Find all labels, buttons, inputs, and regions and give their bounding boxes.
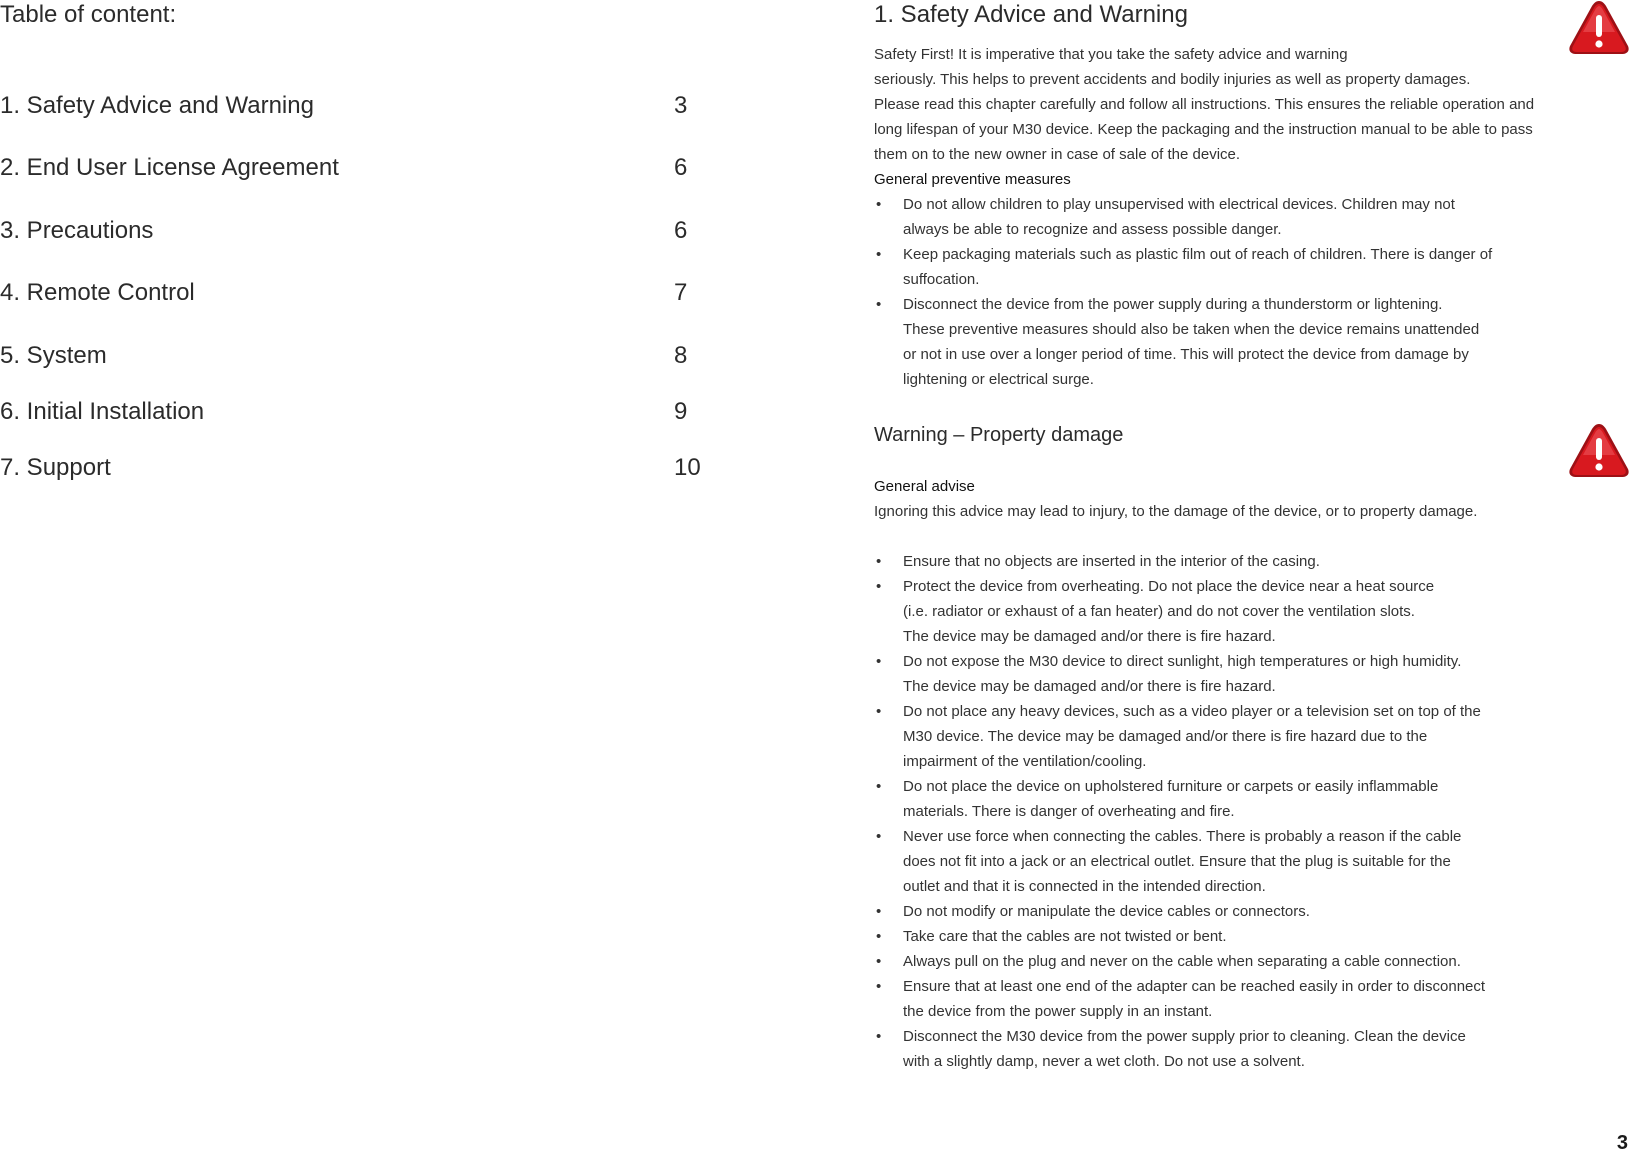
- toc-entry-label: 1. Safety Advice and Warning: [0, 92, 314, 119]
- list-item-text: Protect the device from overheating. Do not place the device near a heat source: [903, 578, 1435, 595]
- list-item-text: Ensure that at least one end of the adapter can be reached easily in order to disconnect: [903, 978, 1486, 995]
- intro-line: long lifespan of your M30 device. Keep the packaging and the instruction manual to be able to pass: [874, 121, 1533, 138]
- list-item-text: Keep packaging materials such as plastic film out of reach of children. There is danger of: [903, 246, 1493, 263]
- toc-entry[interactable]: [0, 396, 720, 428]
- list-item-text: materials. There is danger of overheating and fire.: [903, 803, 1235, 820]
- toc-entry-label: 6. Initial Installation: [0, 398, 205, 425]
- bullet-icon: •: [876, 703, 882, 720]
- bullet-icon: •: [876, 778, 882, 795]
- advise-text: Ignoring this advice may lead to injury, to the damage of the device, or to property damage.: [874, 503, 1478, 520]
- list-item-text: Disconnect the M30 device from the power supply prior to cleaning. Clean the device: [903, 1028, 1466, 1045]
- bullet-icon: •: [876, 828, 882, 845]
- intro-line: seriously. This helps to prevent accidents and bodily injuries as well as property damages.: [874, 71, 1471, 88]
- bullet-icon: •: [876, 653, 882, 670]
- toc-entry-page: 3: [674, 92, 688, 119]
- list-item-text: Ensure that no objects are inserted in the interior of the casing.: [903, 553, 1320, 570]
- intro-line: them on to the new owner in case of sale of the device.: [874, 146, 1241, 163]
- list-item-text: Disconnect the device from the power supply during a thunderstorm or lightening.: [903, 296, 1443, 313]
- toc-entry-page: 8: [674, 342, 688, 369]
- toc-entry-page: 9: [674, 398, 688, 425]
- list-item-text: Always pull on the plug and never on the cable when separating a cable connection.: [903, 953, 1461, 970]
- toc-entry[interactable]: [0, 152, 720, 184]
- list-item-text: Do not expose the M30 device to direct sunlight, high temperatures or high humidity.: [903, 653, 1462, 670]
- property-damage-title: Warning – Property damage: [874, 424, 1124, 446]
- toc-entry-label: 7. Support: [0, 454, 111, 481]
- list-item-text: These preventive measures should also be taken when the device remains unattended: [903, 321, 1480, 338]
- toc-entry[interactable]: [0, 215, 720, 247]
- bullet-icon: •: [876, 1028, 882, 1045]
- list-item-text: does not fit into a jack or an electrical outlet. Ensure that the plug is suitable for the: [903, 853, 1451, 870]
- bullet-icon: •: [876, 928, 882, 945]
- advise-title: General advise: [874, 478, 975, 495]
- list-item-text: Do not place any heavy devices, such as a video player or a television set on top of the: [903, 703, 1481, 720]
- list-item-text: always be able to recognize and assess possible danger.: [903, 221, 1282, 238]
- list-item-text: Take care that the cables are not twisted or bent.: [903, 928, 1227, 945]
- section-title: 1. Safety Advice and Warning: [874, 1, 1188, 28]
- list-item-text: Do not allow children to play unsupervised with electrical devices. Children may not: [903, 196, 1455, 213]
- list-item-text: Do not modify or manipulate the device cables or connectors.: [903, 903, 1310, 920]
- intro-line: Please read this chapter carefully and follow all instructions. This ensures the reliable operation and: [874, 96, 1535, 113]
- toc-entry-label: 3. Precautions: [0, 217, 154, 244]
- bullet-icon: •: [876, 978, 882, 995]
- bullet-icon: •: [876, 296, 882, 313]
- page-number: 3: [1616, 1132, 1628, 1154]
- bullet-icon: •: [876, 196, 882, 213]
- measures-title: General preventive measures: [874, 171, 1071, 188]
- list-item-text: outlet and that it is connected in the intended direction.: [903, 878, 1266, 895]
- warning-triangle-icon: [1568, 422, 1630, 478]
- bullet-icon: •: [876, 903, 882, 920]
- toc-entry-label: 2. End User License Agreement: [0, 154, 339, 181]
- toc-entry[interactable]: [0, 90, 720, 122]
- toc-entry[interactable]: [0, 452, 720, 484]
- list-item-text: (i.e. radiator or exhaust of a fan heater) and do not cover the ventilation slots.: [903, 603, 1415, 620]
- toc-entry-page: 10: [674, 454, 701, 481]
- intro-line: Safety First! It is imperative that you take the safety advice and warning: [874, 46, 1348, 63]
- bullet-icon: •: [876, 953, 882, 970]
- list-item-text: M30 device. The device may be damaged and/or there is fire hazard due to the: [903, 728, 1428, 745]
- toc-entry[interactable]: [0, 277, 720, 309]
- list-item-text: suffocation.: [903, 271, 980, 288]
- toc-title: Table of content:: [0, 1, 177, 28]
- toc-entry-page: 7: [674, 279, 688, 306]
- list-item-text: impairment of the ventilation/cooling.: [903, 753, 1147, 770]
- list-item-text: Do not place the device on upholstered furniture or carpets or easily inflammable: [903, 778, 1439, 795]
- bullet-icon: •: [876, 578, 882, 595]
- list-item-text: The device may be damaged and/or there is fire hazard.: [903, 628, 1276, 645]
- toc-entry-label: 4. Remote Control: [0, 279, 195, 306]
- bullet-icon: •: [876, 246, 882, 263]
- toc-entry-page: 6: [674, 217, 688, 244]
- warning-triangle-icon: [1568, 0, 1630, 55]
- list-item-text: lightening or electrical surge.: [903, 371, 1094, 388]
- list-item-text: or not in use over a longer period of time. This will protect the device from damage by: [903, 346, 1469, 363]
- list-item-text: The device may be damaged and/or there is fire hazard.: [903, 678, 1276, 695]
- toc-entry-page: 6: [674, 154, 688, 181]
- list-item-text: the device from the power supply in an instant.: [903, 1003, 1213, 1020]
- toc-entry-label: 5. System: [0, 342, 107, 369]
- toc-entry[interactable]: [0, 340, 720, 372]
- bullet-icon: •: [876, 553, 882, 570]
- list-item-text: Never use force when connecting the cables. There is probably a reason if the cable: [903, 828, 1462, 845]
- list-item-text: with a slightly damp, never a wet cloth. Do not use a solvent.: [903, 1053, 1305, 1070]
